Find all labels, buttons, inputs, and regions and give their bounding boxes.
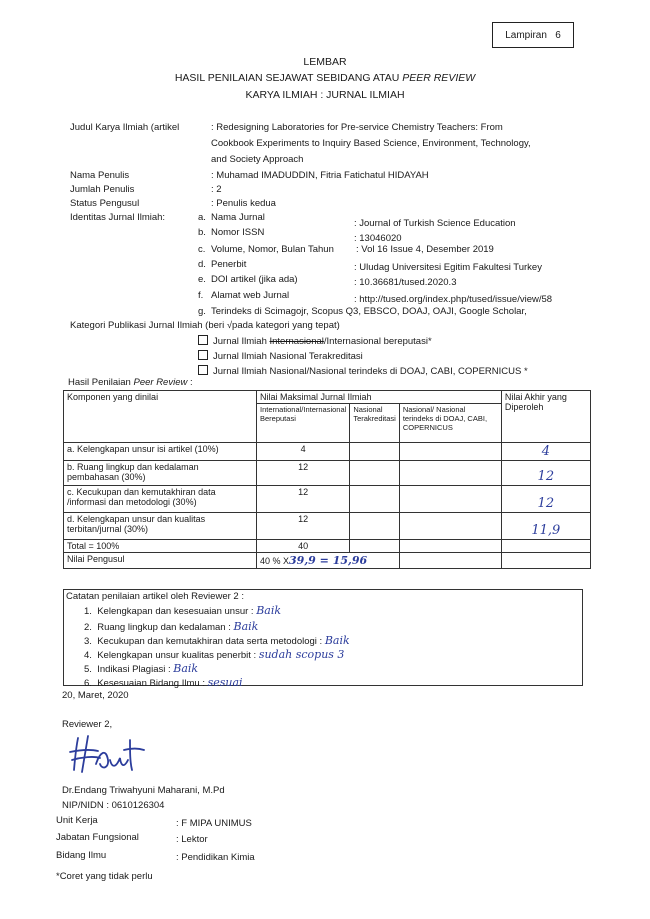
reviewer-name: Dr.Endang Triwahyuni Maharani, M.Pd: [62, 785, 225, 796]
catatan-label: Indikasi Plagiasi :: [97, 664, 171, 675]
kategori-option-1[interactable]: [198, 335, 432, 347]
identitas-label-a: Nama Jurnal: [211, 212, 265, 223]
lampiran-label: Lampiran 6: [505, 29, 561, 41]
identitas-value-a: : Journal of Turkish Science Education: [354, 218, 516, 229]
identitas-label-f: Alamat web Jurnal: [211, 290, 290, 301]
identitas-value-b: : 13046020: [354, 233, 402, 244]
row-label: d. Kelengkapan unsur dan kualitas terbitan/jurnal (30%): [64, 513, 257, 540]
jabatan-label: Jabatan Fungsional: [56, 832, 139, 843]
identitas-value-d: : Uludag Universitesi Egitim Fakultesi Turkey: [354, 262, 542, 273]
reviewer-label: Reviewer 2,: [62, 719, 113, 730]
row-nas-akr: [350, 461, 400, 486]
table-row: [64, 540, 591, 553]
pengusul-nas-idx: [399, 553, 501, 569]
kategori-opt1-a: Jurnal Ilmiah: [213, 336, 270, 347]
signature-image: [66, 730, 186, 780]
row-nas-idx: [399, 486, 501, 513]
catatan-item-2: [84, 620, 258, 633]
kategori-option-3[interactable]: [198, 365, 528, 377]
row-akhir: 4: [501, 443, 590, 461]
row-intl: 12: [257, 513, 350, 540]
row-nas-akr: [350, 513, 400, 540]
lampiran-box: [492, 22, 574, 48]
checkbox-icon[interactable]: [198, 365, 208, 375]
pengusul-printed: 40 % X: [260, 556, 290, 566]
table-row: [64, 486, 591, 513]
hasil-label-text: Hasil Penilaian: [68, 377, 134, 388]
catatan-title: Catatan penilaian artikel oleh Reviewer 2 :: [66, 591, 244, 602]
kategori-opt1-b: /Internasional bereputasi*: [323, 336, 432, 347]
catatan-hand: sesuai: [207, 676, 243, 689]
th-internasional: International/Internasional Bereputasi: [257, 404, 350, 443]
identitas-label-d: Penerbit: [211, 259, 247, 270]
total-value: 40: [257, 540, 350, 553]
judul-value-2: Cookbook Experiments to Inquiry Based Science, Environment, Technology,: [211, 138, 531, 149]
table-row: [64, 513, 591, 540]
total-nas-idx: [399, 540, 501, 553]
row-nas-akr: [350, 486, 400, 513]
catatan-hand: Baik: [233, 620, 259, 633]
catatan-label: Kelengkapan dan kesesuaian unsur :: [97, 606, 254, 617]
row-akhir: 11,9: [501, 513, 590, 540]
row-label: b. Ruang lingkup dan kedalaman pembahasan (30%): [64, 461, 257, 486]
identitas-label: Identitas Jurnal Ilmiah:: [70, 212, 166, 223]
judul-label: Judul Karya Ilmiah (artikel: [70, 122, 180, 133]
identitas-label-b: Nomor ISSN: [211, 227, 265, 238]
hasil-label: [68, 377, 193, 388]
header-line3: KARYA ILMIAH : JURNAL ILMIAH: [245, 89, 405, 101]
identitas-key-e: e.: [198, 274, 206, 285]
kategori-opt1-strike: Internasional: [269, 336, 324, 347]
identitas-value-f: : http://tused.org/index.php/tused/issue/view/58: [354, 294, 553, 305]
catatan-num: 2.: [84, 622, 92, 633]
row-label: a. Kelengkapan unsur isi artikel (10%): [64, 443, 257, 461]
kategori-option-2[interactable]: [198, 350, 363, 362]
row-akhir: 12: [501, 461, 590, 486]
catatan-num: 4.: [84, 650, 92, 661]
hasil-label-italic: Peer Review: [133, 377, 188, 388]
identitas-label-g: Terindeks di Scimagojr, Scopus Q3, EBSCO, DOAJ, OAJI, Google Scholar,: [211, 306, 527, 317]
identitas-label-c: Volume, Nomor, Bulan Tahun: [211, 244, 334, 255]
header-line1: LEMBAR: [303, 56, 347, 68]
catatan-label: Kelengkapan unsur kualitas penerbit :: [97, 650, 257, 661]
catatan-label: Ruang lingkup dan kedalaman :: [97, 622, 231, 633]
catatan-num: 1.: [84, 606, 92, 617]
row-nas-idx: [399, 443, 501, 461]
th-nasional-akreditasi: Nasional Terakreditasi: [350, 404, 400, 443]
footnote: *Coret yang tidak perlu: [56, 871, 153, 882]
catatan-hand: Baik: [173, 662, 199, 675]
review-table: [63, 390, 591, 569]
catatan-item-5: [84, 662, 198, 675]
kategori-opt2-label: Jurnal Ilmiah Nasional Terakreditasi: [213, 351, 363, 362]
catatan-num: 5.: [84, 664, 92, 675]
catatan-label: Kecukupan dan kemutakhiran data serta metodologi :: [97, 636, 323, 647]
row-nas-akr: [350, 443, 400, 461]
identitas-value-e: : 10.36681/tused.2020.3: [354, 277, 457, 288]
row-nas-idx: [399, 461, 501, 486]
row-nas-idx: [399, 513, 501, 540]
total-nas-akr: [350, 540, 400, 553]
total-label: Total = 100%: [64, 540, 257, 553]
pengusul-cell: [257, 553, 400, 569]
th-nilai-maks: Nilai Maksimal Jurnal Ilmiah: [257, 391, 502, 404]
bidang-label: Bidang Ilmu: [56, 850, 107, 861]
tanggal: 20, Maret, 2020: [62, 690, 129, 701]
catatan-num: 6.: [84, 678, 92, 689]
identitas-key-f: f.: [198, 290, 204, 301]
row-intl: 12: [257, 486, 350, 513]
judul-value-3: and Society Approach: [211, 154, 304, 165]
table-row: [64, 461, 591, 486]
unit-value: : F MIPA UNIMUS: [176, 818, 252, 829]
pengusul-akhir: [501, 553, 590, 569]
jumlah-label: Jumlah Penulis: [70, 184, 135, 195]
bidang-value: : Pendidikan Kimia: [176, 852, 255, 863]
status-label: Status Pengusul: [70, 198, 140, 209]
identitas-key-g: g.: [198, 306, 206, 317]
catatan-label: Kesesuaian Bidang Ilmu :: [97, 678, 205, 689]
row-label: c. Kecukupan dan kemutakhiran data /informasi dan metodologi (30%): [64, 486, 257, 513]
catatan-hand: Baik: [256, 604, 282, 617]
identitas-key-c: c.: [198, 244, 206, 255]
nama-value: : Muhamad IMADUDDIN, Fitria Fatichatul HIDAYAH: [211, 170, 429, 181]
judul-value-1: : Redesigning Laboratories for Pre-service Chemistry Teachers: From: [211, 122, 503, 133]
status-value: : Penulis kedua: [211, 198, 276, 209]
nama-label: Nama Penulis: [70, 170, 130, 181]
th-komponen: Komponen yang dinilai: [64, 391, 257, 443]
row-intl: 4: [257, 443, 350, 461]
row-akhir: 12: [501, 486, 590, 513]
catatan-item-6: [84, 676, 243, 689]
unit-label: Unit Kerja: [56, 815, 98, 826]
identitas-key-a: a.: [198, 212, 206, 223]
th-nilai-akhir: Nilai Akhir yang Diperoleh: [501, 391, 590, 443]
identitas-key-d: d.: [198, 259, 206, 270]
header-line2: [0, 72, 650, 84]
checkbox-icon[interactable]: [198, 350, 208, 360]
catatan-item-4: [84, 648, 344, 661]
table-row: [64, 553, 591, 569]
pengusul-label: Nilai Pengusul: [64, 553, 257, 569]
jabatan-value: : Lektor: [176, 834, 208, 845]
catatan-hand: sudah scopus 3: [258, 648, 345, 661]
reviewer-nip: NIP/NIDN : 0610126304: [62, 800, 165, 811]
kategori-opt3-label: Jurnal Ilmiah Nasional/Nasional terindeks di DOAJ, CABI, COPERNICUS *: [213, 366, 528, 377]
pengusul-hand: 39,9 = 15,96: [289, 554, 368, 567]
catatan-item-3: [84, 634, 350, 647]
table-row: [64, 443, 591, 461]
th-nasional-indeks: Nasional/ Nasional terindeks di DOAJ, CABI, COPERNICUS: [399, 404, 501, 443]
jumlah-value: : 2: [211, 184, 222, 195]
kategori-label: Kategori Publikasi Jurnal Ilmiah (beri √pada kategori yang tepat): [70, 320, 340, 331]
identitas-value-c: : Vol 16 Issue 4, Desember 2019: [356, 244, 494, 255]
total-akhir: [501, 540, 590, 553]
catatan-hand: Baik: [324, 634, 350, 647]
row-intl: 12: [257, 461, 350, 486]
checkbox-icon[interactable]: [198, 335, 208, 345]
header-line2-text: HASIL PENILAIAN SEJAWAT SEBIDANG ATAU: [174, 72, 403, 84]
hasil-label-end: :: [187, 377, 193, 388]
identitas-label-e: DOI artikel (jika ada): [211, 274, 298, 285]
header-line2-italic: PEER REVIEW: [402, 72, 476, 84]
catatan-num: 3.: [84, 636, 92, 647]
catatan-item-1: [84, 604, 281, 617]
identitas-key-b: b.: [198, 227, 206, 238]
